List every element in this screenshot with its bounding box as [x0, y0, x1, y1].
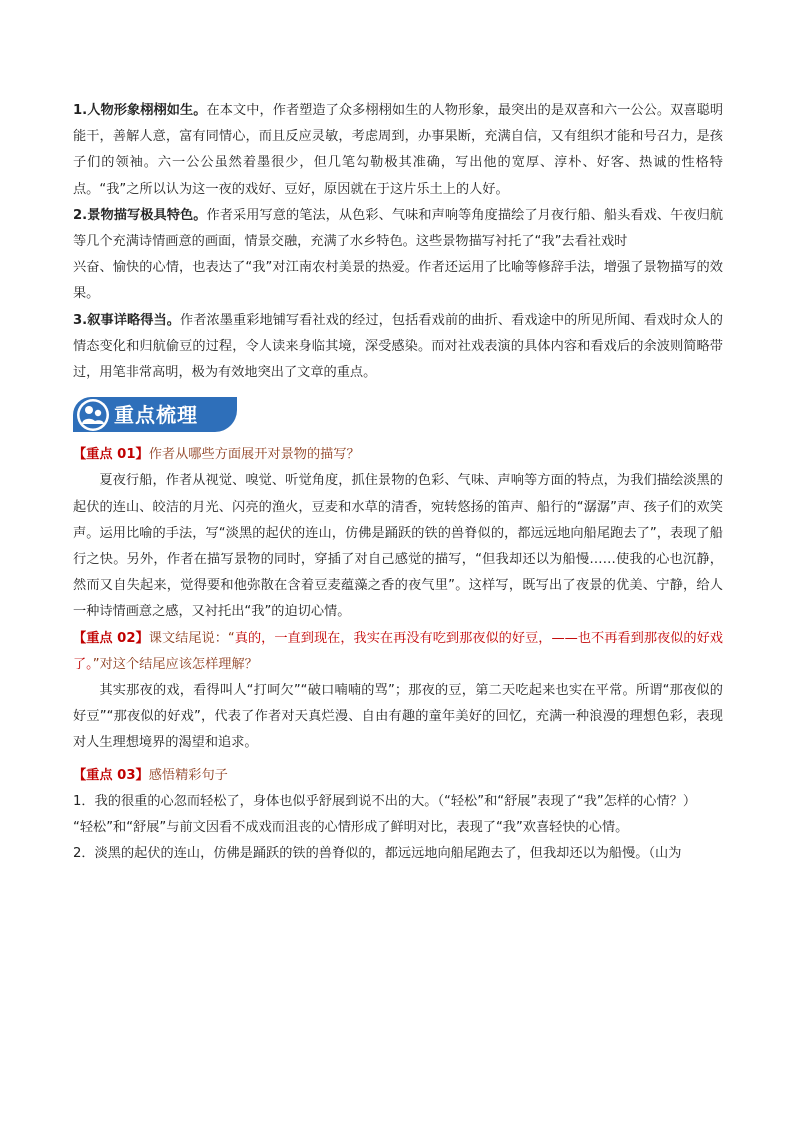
document-body: [73, 98, 723, 867]
key-point-1-question: 作者从哪些方面展开对景物的描写？: [148, 447, 360, 463]
feature-body-2-cont: 兴奋、愉快的心情，也表达了“我”对江南农村美景的热爱。作者还运用了比喻等修辞手法，增强了景物描写的效果。: [73, 260, 723, 302]
sentence-item-2: 2．淡黑的起伏的连山，仿佛是踊跃的铁的兽脊似的，都远远地向船尾跑去了，但我却还以为船慢。（山为: [73, 846, 682, 862]
feature-body-2: 作者采用写意的笔法，从色彩、气味和声响等角度描绘了月夜行船、船头看戏、午夜归航等几个充满诗情画意的画面，情景交融，充满了水乡特色。这些景物描写衬托了“我”去看社戏时: [73, 207, 724, 250]
people-icon: [76, 398, 110, 432]
key-point-3-question: 感悟精彩句子: [148, 767, 228, 783]
key-point-2-tag: 【重点 02】: [73, 630, 149, 646]
key-point-2-question-post: ”对这个结尾应该怎样理解？: [92, 656, 258, 672]
key-point-2-question-pre: 课文结尾说：“: [148, 630, 235, 646]
feature-paragraph-2-cont: [73, 255, 723, 307]
key-point-2-answer: 其实那夜的戏，看得叫人“打呵欠”“破口喃喃的骂”；那夜的豆，第二天吃起来也实在平常。所谓“那夜似的好豆”“那夜似的好戏”，代表了作者对天真烂漫、自由有趣的童年美好的回忆，充满一种浪漫的理想色彩，表现对人生理想境界的渴望和追求。: [73, 683, 723, 751]
key-point-2-question-quote: 真的，一直到现在，我实在再没有吃到那夜似的好豆，——也不再看到那夜似的好戏了。: [73, 630, 723, 672]
section-banner-box: [73, 397, 237, 432]
feature-paragraph-1: [73, 98, 723, 203]
key-point-1-tag: 【重点 01】: [73, 447, 149, 463]
sentence-item-1: 1．我的很重的心忽而轻松了，身体也似乎舒展到说不出的大。（“轻松”和“舒展”表现了“我”怎样的心情？）: [73, 793, 697, 809]
feature-body-1: 在本文中，作者塑造了众多栩栩如生的人物形象，最突出的是双喜和六一公公。双喜聪明能干，善解人意，富有同情心，而且反应灵敏，考虑周到，办事果断，充满自信，又有组织才能和号召力，是孩子们的领袖。六一公公虽然着墨很少，但几笔勾勒极其准确，写出他的宽厚、淳朴、好客、热诚的性格特点。“我”之所以认为这一夜的戏好、豆好，原因就在于这片乐土上的人好。: [73, 103, 724, 197]
key-point-3-tag: 【重点 03】: [73, 767, 149, 783]
feature-title-1: 1.人物形象栩栩如生。: [73, 103, 207, 118]
sentence-item-1-answer: “轻松”和“舒展”与前文因看不成戏而沮丧的心情形成了鲜明对比，表现了“我”欢喜轻快的心情。: [73, 820, 629, 836]
section-banner-title: 重点梳理: [114, 402, 198, 427]
key-point-3-heading: [73, 763, 723, 789]
feature-title-3: 3.叙事详略得当。: [73, 312, 180, 328]
section-banner: [73, 386, 723, 442]
feature-title-2: 2.景物描写极具特色。: [73, 207, 207, 223]
feature-paragraph-3: [73, 308, 723, 387]
key-point-1-answer: 夏夜行船，作者从视觉、嗅觉、听觉角度，抓住景物的色彩、气味、声响等方面的特点，为我们描绘淡黑的起伏的连山、皎洁的月光、闪亮的渔火，豆麦和水草的清香，宛转悠扬的笛声、船行的“潺潺”声、孩子们的欢笑声。运用比喻的手法，写“淡黑的起伏的连山，仿佛是踊跃的铁的兽脊似的，都远远地向船尾跑去了”，表现了船行之快。另外，作者在描写景物的同时，穿插了对自己感觉的描写，“但我却还以为船慢……使我的心也沉静，然而又自失起来，觉得要和他弥散在含着豆麦蕴藻之香的夜气里”。这样写，既写出了夜景的优美、宁静，给人一种诗情画意之感，又衬托出“我”的迫切心情。: [73, 473, 723, 620]
key-point-2-heading: [73, 626, 723, 678]
feature-body-3: 作者浓墨重彩地铺写看社戏的经过，包括看戏前的曲折、看戏途中的所见所闻、看戏时众人的情态变化和归航偷豆的过程，令人读来身临其境，深受感染。而对社戏表演的具体内容和看戏后的余波则简略带过，用笔非常高明，极为有效地突出了文章的重点。: [73, 312, 723, 381]
key-point-1-heading: [73, 442, 723, 468]
feature-paragraph-2: [73, 203, 723, 255]
